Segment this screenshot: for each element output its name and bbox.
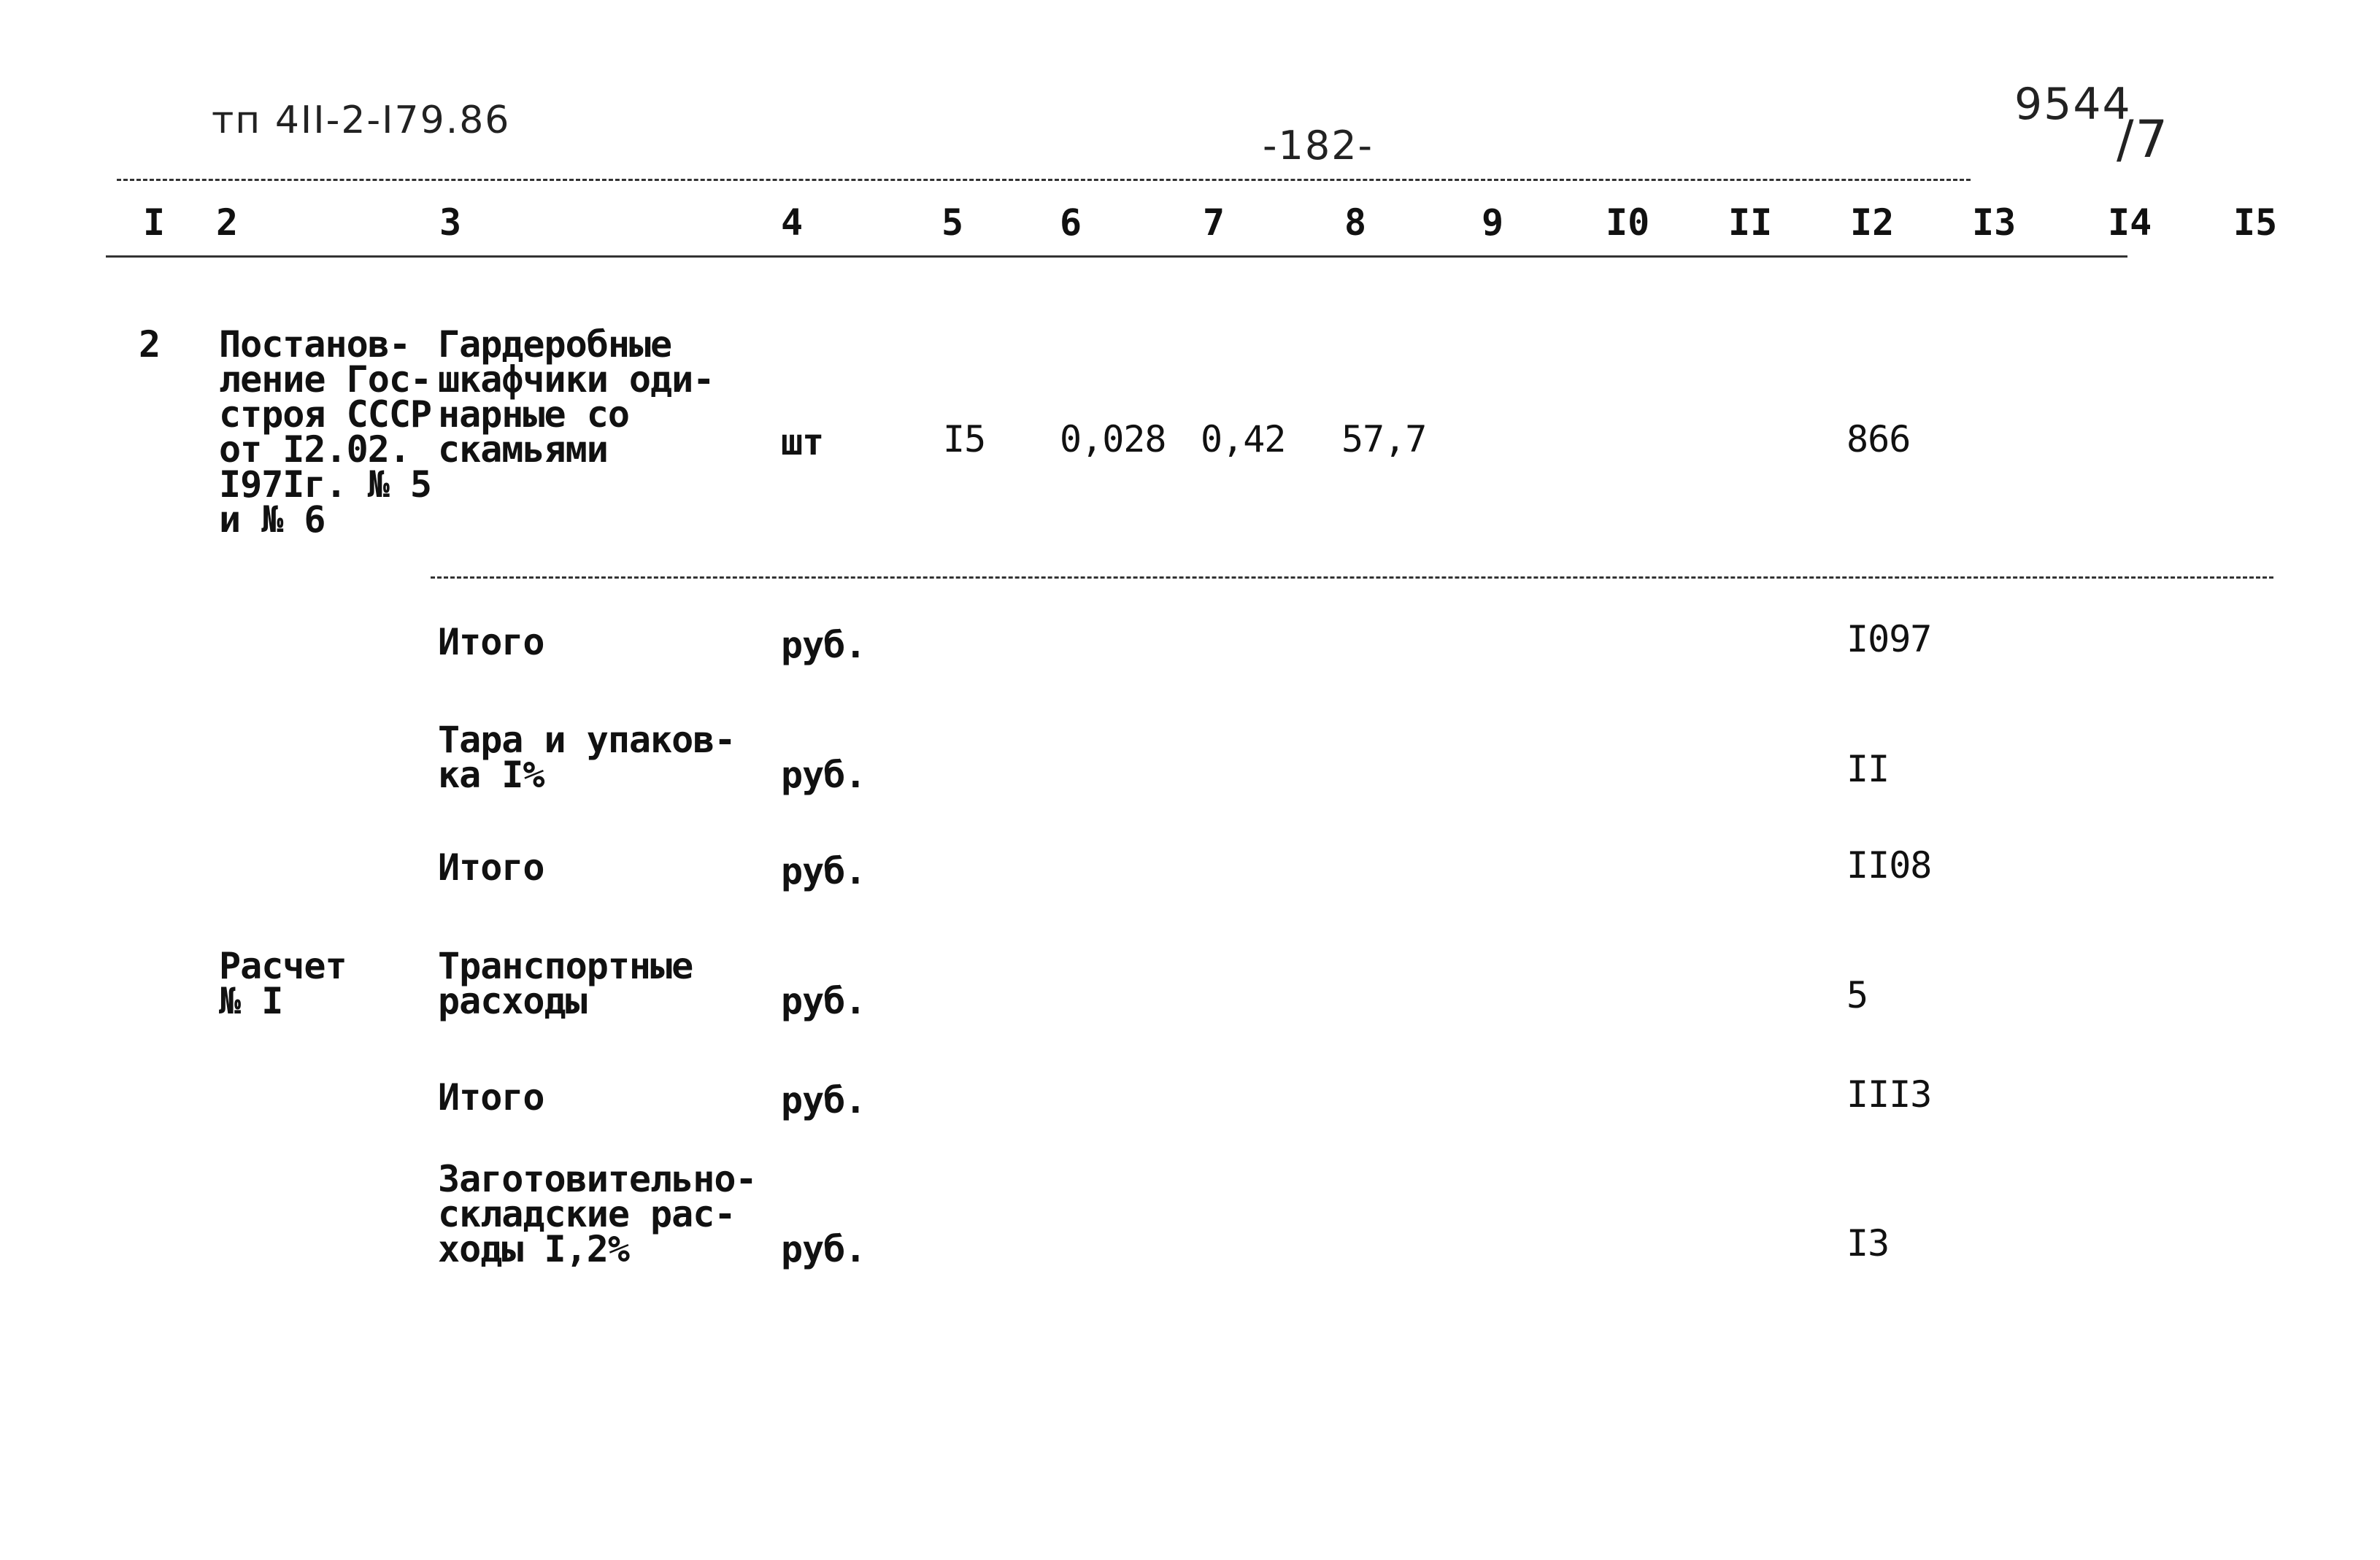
item-quantity: I5	[943, 418, 986, 460]
item-col12: 866	[1846, 418, 1911, 460]
column-header: I3	[1972, 201, 2017, 244]
summary-unit: руб.	[781, 980, 866, 1022]
summary-name: Транспортные расходы	[438, 945, 693, 1022]
item-unit: шт	[781, 421, 824, 463]
summary-unit: руб.	[781, 1228, 866, 1270]
column-header: 5	[941, 201, 964, 244]
summary-value: III3	[1846, 1073, 1932, 1116]
column-header: I2	[1850, 201, 1895, 244]
summary-name: Итого	[438, 1076, 544, 1119]
item-separator-rule	[431, 576, 2273, 579]
summary-unit: руб.	[781, 1079, 866, 1121]
page-number: -182-	[1263, 123, 1374, 169]
column-header: I5	[2233, 201, 2278, 244]
column-header: 8	[1344, 201, 1367, 244]
column-header: 6	[1060, 201, 1082, 244]
column-header: I0	[1606, 201, 1650, 244]
item-col8: 57,7	[1341, 418, 1427, 460]
column-header: I	[143, 201, 166, 244]
summary-value: II08	[1846, 844, 1932, 887]
header-bottom-rule	[106, 255, 2127, 258]
summary-name: Итого	[438, 621, 544, 663]
archive-suffix: /7	[2117, 109, 2170, 169]
column-header: 9	[1482, 201, 1504, 244]
item-col6: 0,028	[1060, 418, 1166, 460]
summary-unit: руб.	[781, 624, 866, 666]
summary-value: 5	[1846, 974, 1868, 1016]
column-header: I4	[2108, 201, 2152, 244]
summary-value: I3	[1846, 1222, 1890, 1264]
document-code: тп 4II-2-I79.86	[212, 99, 511, 142]
summary-source: Расчет № I	[219, 945, 347, 1022]
item-source: Постанов- ление Гос- строя СССР от I2.02. I97Iг. № 5 и № 6	[219, 323, 432, 541]
item-name: Гардеробные шкафчики оди- нарные со скамьями	[438, 323, 715, 471]
summary-name: Итого	[438, 846, 544, 889]
column-header: II	[1728, 201, 1773, 244]
column-header: 4	[781, 201, 804, 244]
column-header: 2	[216, 201, 239, 244]
header-top-rule	[117, 179, 1971, 181]
summary-unit: руб.	[781, 754, 866, 796]
item-number: 2	[139, 323, 161, 366]
summary-name: Тара и упаков- ка I%	[438, 719, 736, 796]
summary-value: I097	[1846, 618, 1932, 660]
item-col7: 0,42	[1201, 418, 1286, 460]
summary-unit: руб.	[781, 850, 866, 892]
summary-name: Заготовительно- складские рас- ходы I,2%	[438, 1158, 757, 1270]
column-header: 7	[1203, 201, 1225, 244]
archive-number: 9544	[2014, 79, 2132, 130]
summary-value: II	[1846, 748, 1890, 790]
column-header: 3	[439, 201, 462, 244]
